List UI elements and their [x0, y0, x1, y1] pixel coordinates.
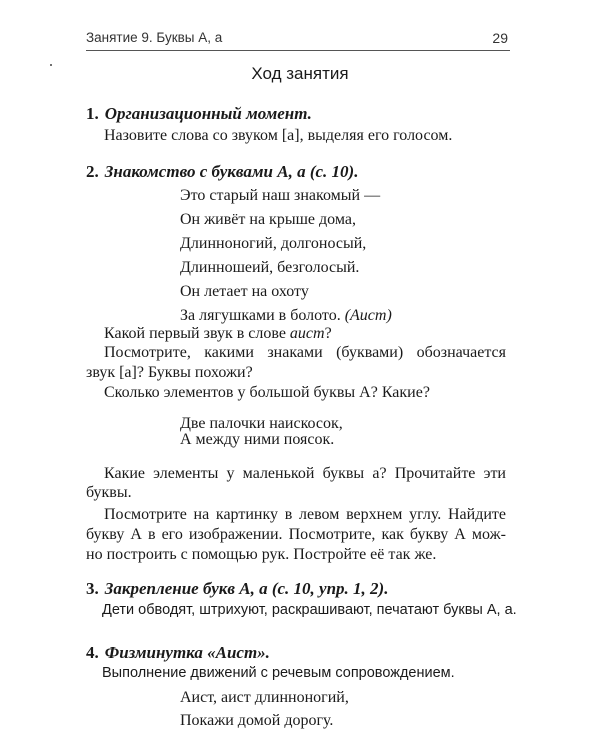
question-2-line-2: звук [а]? Буквы похожи? — [86, 364, 253, 381]
riddle-line: Он живёт на крыше дома, — [180, 211, 356, 228]
question-4-line-1: Какие элементы у маленькой буквы а? Прочитайте эти — [104, 465, 506, 482]
question-3: Сколько элементов у большой буквы А? Какие? — [104, 384, 430, 401]
riddle-line — [180, 307, 392, 325]
section-1-number: 1. — [86, 104, 99, 123]
section-3-heading — [86, 579, 388, 599]
section-2-title: Знакомство с буквами А, а (с. 10). — [104, 162, 359, 181]
section-4-text: Выполнение движений с речевым сопровождением. — [102, 665, 455, 681]
header-rule — [86, 50, 510, 51]
keyword-aist: аист — [289, 325, 325, 342]
section-3-text: Дети обводят, штрихуют, раскрашивают, печатают буквы А, а. — [102, 602, 517, 618]
section-2-heading — [86, 162, 358, 182]
riddle-last-line: За лягушками в болото. — [180, 307, 341, 324]
section-3-number: 3. — [86, 579, 99, 598]
question-5-line-1: Посмотрите на картинку в левом верхнем углу. Найдите — [104, 506, 506, 523]
question-1 — [104, 325, 332, 343]
question-mark: ? — [324, 325, 332, 342]
verse-line: Аист, аист длинноногий, — [180, 689, 349, 706]
section-4-number: 4. — [86, 643, 99, 662]
riddle-line: Длинношеий, безголосый. — [180, 259, 360, 276]
question-5-line-2: букву А в его изображении. Посмотрите, как букву А мож- — [86, 526, 506, 543]
section-2-number: 2. — [86, 162, 99, 181]
verse-line: А между ними поясок. — [180, 431, 335, 448]
page-title: Ход занятия — [251, 64, 349, 83]
question-1-text: Какой первый звук в слове — [104, 325, 286, 342]
section-4-heading — [86, 643, 270, 663]
riddle-line: Он летает на охоту — [180, 283, 309, 300]
riddle-answer: (Аист) — [344, 307, 392, 324]
riddle-line: Длинноногий, долгоносый, — [180, 235, 367, 252]
section-1-text: Назовите слова со звуком [а], выделяя его голосом. — [104, 127, 453, 144]
riddle-line: Это старый наш знакомый — — [180, 187, 381, 204]
section-3-title: Закрепление букв А, а (с. 10, упр. 1, 2). — [104, 579, 389, 598]
question-5-line-3: но построить с помощью рук. Постройте её так же. — [86, 546, 437, 563]
section-1-heading — [86, 104, 312, 124]
verse-line: Две палочки наискосок, — [180, 415, 343, 432]
section-4-title: Физминутка «Аист». — [104, 643, 270, 662]
question-2-line-1: Посмотрите, какими знаками (буквами) обозначается — [104, 344, 506, 361]
question-4-line-2: буквы. — [86, 484, 132, 501]
section-1-title: Организационный момент. — [104, 104, 312, 123]
verse-line: Покажи домой дорогу. — [180, 712, 334, 729]
running-header: Занятие 9. Буквы А, а — [86, 30, 223, 45]
page-number: 29 — [492, 30, 508, 46]
